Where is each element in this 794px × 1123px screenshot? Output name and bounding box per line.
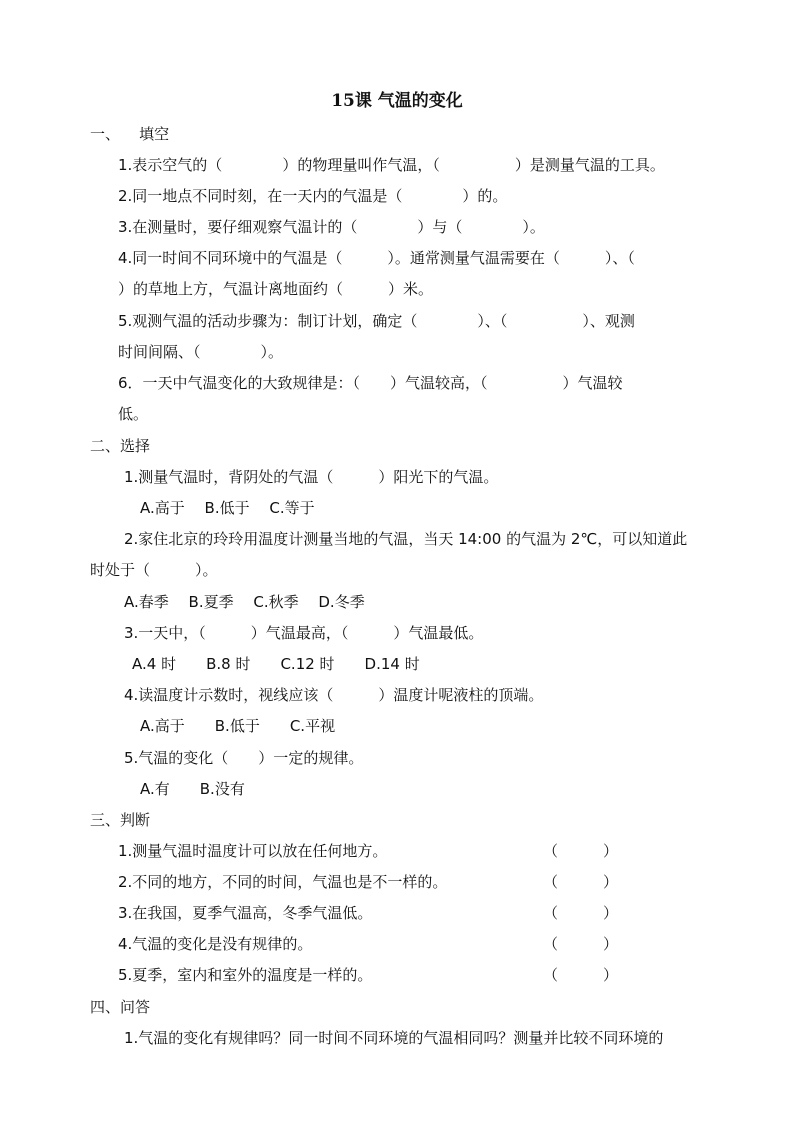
choice-question-5: 5.气温的变化（ ）一定的规律。: [124, 749, 364, 767]
judgment-item: [118, 903, 618, 923]
choice-question-2-continued: 时处于（ ）。: [90, 561, 218, 579]
choice-question-1: 1.测量气温时，背阴处的气温（ ）阳光下的气温。: [124, 468, 499, 486]
judgment-question: 4.气温的变化是没有规律的。: [118, 935, 313, 953]
judgment-question: 5.夏季，室内和室外的温度是一样的。: [118, 966, 373, 984]
fill-question-4: 4.同一时间不同环境中的气温是（ ）。通常测量气温需要在（ ）、（: [118, 249, 635, 267]
section-heading-choice: 二、选择: [90, 437, 151, 455]
judgment-question: 1.测量气温时温度计可以放在任何地方。: [118, 842, 388, 860]
fill-question-2: 2.同一地点不同时刻，在一天内的气温是（ ）的。: [118, 187, 508, 205]
choice-question-4: 4.读温度计示数时，视线应该（ ）温度计呢液柱的顶端。: [124, 686, 544, 704]
choice-question-2-options: A.春季 B.夏季 C.秋季 D.冬季: [124, 593, 365, 611]
judgment-item: [118, 872, 618, 892]
qa-question-1: 1.气温的变化有规律吗？同一时间不同环境的气温相同吗？测量并比较不同环境的: [124, 1029, 664, 1047]
judgment-question: 2.不同的地方，不同的时间，气温也是不一样的。: [118, 873, 448, 891]
section-heading-qa: 四、问答: [90, 998, 151, 1016]
fill-question-6: 6．一天中气温变化的大致规律是：（ ）气温较高，（ ）气温较: [118, 374, 623, 392]
choice-question-5-options: A.有 B.没有: [140, 780, 245, 798]
fill-question-5-continued: 时间间隔、（ ）。: [118, 343, 284, 361]
fill-question-3: 3.在测量时，要仔细观察气温计的（ ）与（ ）。: [118, 218, 545, 236]
answer-bracket: （ ）: [543, 904, 619, 922]
answer-bracket: （ ）: [543, 842, 619, 860]
choice-question-4-options: A.高于 B.低于 C.平视: [140, 717, 336, 735]
fill-question-6-continued: 低。: [118, 405, 149, 423]
section-heading-fill-blank: 一、 填空: [90, 125, 170, 143]
judgment-item: [118, 934, 618, 954]
answer-bracket: （ ）: [543, 873, 619, 891]
judgment-question: 3.在我国，夏季气温高，冬季气温低。: [118, 904, 373, 922]
choice-question-3: 3.一天中，（ ）气温最高，（ ）气温最低。: [124, 624, 484, 642]
judgment-item: [118, 965, 618, 985]
answer-bracket: （ ）: [543, 935, 619, 953]
choice-question-3-options: A.4 时 B.8 时 C.12 时 D.14 时: [132, 655, 420, 673]
fill-question-5: 5.观测气温的活动步骤为：制订计划，确定（ ）、（ ）、观测: [118, 312, 635, 330]
page-title: 15课 气温的变化: [331, 91, 463, 111]
judgment-item: [118, 841, 618, 861]
answer-bracket: （ ）: [543, 966, 619, 984]
section-heading-true-false: 三、判断: [90, 811, 151, 829]
fill-question-4-continued: ）的草地上方，气温计离地面约（ ）米。: [118, 280, 434, 298]
fill-question-1: 1.表示空气的（ ）的物理量叫作气温，（ ）是测量气温的工具。: [118, 156, 665, 174]
choice-question-2: 2.家住北京的玲玲用温度计测量当地的气温，当天 14:00 的气温为 2℃，可以知道此: [124, 530, 688, 548]
choice-question-1-options: A.高于 B.低于 C.等于: [140, 499, 315, 517]
